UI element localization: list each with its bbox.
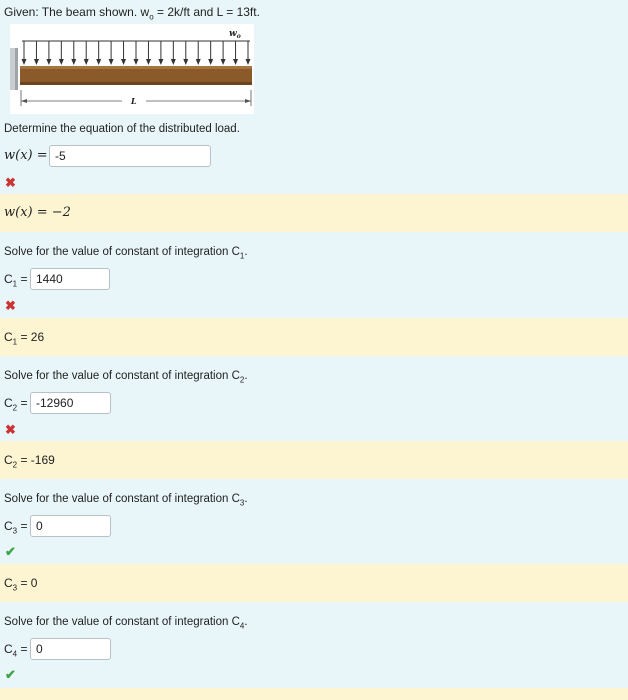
q3-answer: $C_2 = -169$ bbox=[4, 453, 55, 470]
q2-prompt: Solve for the value of constant of integration $C_1$. bbox=[4, 246, 248, 261]
q2-answer: $C_1 = 26$ bbox=[4, 330, 45, 347]
q1-input[interactable]: -5 bbox=[49, 145, 211, 167]
q4-answer-band bbox=[0, 564, 628, 602]
q2-wrong-icon: ✖ bbox=[5, 298, 16, 313]
q3-label: $C_2$ = bbox=[4, 396, 28, 413]
load-arrow-head bbox=[46, 59, 51, 65]
dim-arrow-left bbox=[21, 99, 27, 103]
beam-figure bbox=[10, 24, 254, 114]
load-arrow-head bbox=[96, 59, 101, 65]
q4-answer: $C_3 = 0$ bbox=[4, 576, 38, 593]
given-w-subscript: o bbox=[149, 12, 154, 22]
load-arrow-head bbox=[246, 59, 251, 65]
given-values: = 2k/ft and L = 13ft. bbox=[153, 5, 260, 19]
q1-answer: w(x) = −2 bbox=[4, 205, 71, 220]
wall-edge bbox=[15, 48, 18, 90]
q5-prompt: Solve for the value of constant of integration $C_4$. bbox=[4, 616, 248, 631]
q4-label: $C_3$ = bbox=[4, 519, 28, 536]
q2-input[interactable]: 1440 bbox=[30, 268, 110, 290]
load-arrow-head bbox=[158, 59, 163, 65]
beam-shadow bbox=[20, 82, 252, 85]
q1-answer-band bbox=[0, 194, 628, 232]
q5-label: $C_4$ = bbox=[4, 642, 28, 659]
q1-label: w(x) = bbox=[4, 148, 48, 163]
load-arrow-head bbox=[71, 59, 76, 65]
q3-input[interactable]: -12960 bbox=[30, 392, 111, 414]
q5-input[interactable]: 0 bbox=[30, 638, 111, 660]
given-statement bbox=[4, 5, 260, 21]
distributed-load-arrows bbox=[22, 41, 251, 65]
q1-prompt: Determine the equation of the distributed load. bbox=[4, 123, 240, 135]
load-arrow-head bbox=[84, 59, 89, 65]
beam-highlight bbox=[20, 66, 252, 69]
load-arrow-head bbox=[22, 59, 27, 65]
q5-answer-band bbox=[0, 688, 628, 700]
load-arrow-head bbox=[208, 59, 213, 65]
load-arrow-head bbox=[134, 59, 139, 65]
q2-answer-band bbox=[0, 318, 628, 356]
load-arrow-head bbox=[233, 59, 238, 65]
load-arrow-head bbox=[109, 59, 114, 65]
load-label: $w_o$ bbox=[229, 29, 241, 40]
load-arrow-head bbox=[171, 59, 176, 65]
q4-input[interactable]: 0 bbox=[30, 515, 111, 537]
load-arrow-head bbox=[221, 59, 226, 65]
q3-wrong-icon: ✖ bbox=[5, 422, 16, 437]
q5-check-icon: ✔ bbox=[5, 667, 16, 682]
dim-arrow-right bbox=[245, 99, 251, 103]
q3-prompt: Solve for the value of constant of integration $C_2$. bbox=[4, 370, 248, 385]
given-prefix: Given: The beam shown. w bbox=[4, 5, 150, 19]
load-arrow-head bbox=[196, 59, 201, 65]
load-arrow-head bbox=[146, 59, 151, 65]
q3-answer-band bbox=[0, 441, 628, 479]
q4-prompt: Solve for the value of constant of integration $C_3$. bbox=[4, 493, 248, 508]
load-arrow-head bbox=[183, 59, 188, 65]
q2-label: $C_1$ = bbox=[4, 272, 28, 289]
beam-diagram bbox=[10, 24, 254, 114]
load-arrow-head bbox=[34, 59, 39, 65]
q4-check-icon: ✔ bbox=[5, 544, 16, 559]
load-arrow-head bbox=[121, 59, 126, 65]
length-label: L bbox=[131, 96, 137, 106]
load-arrow-head bbox=[59, 59, 64, 65]
q1-wrong-icon: ✖ bbox=[5, 175, 16, 190]
